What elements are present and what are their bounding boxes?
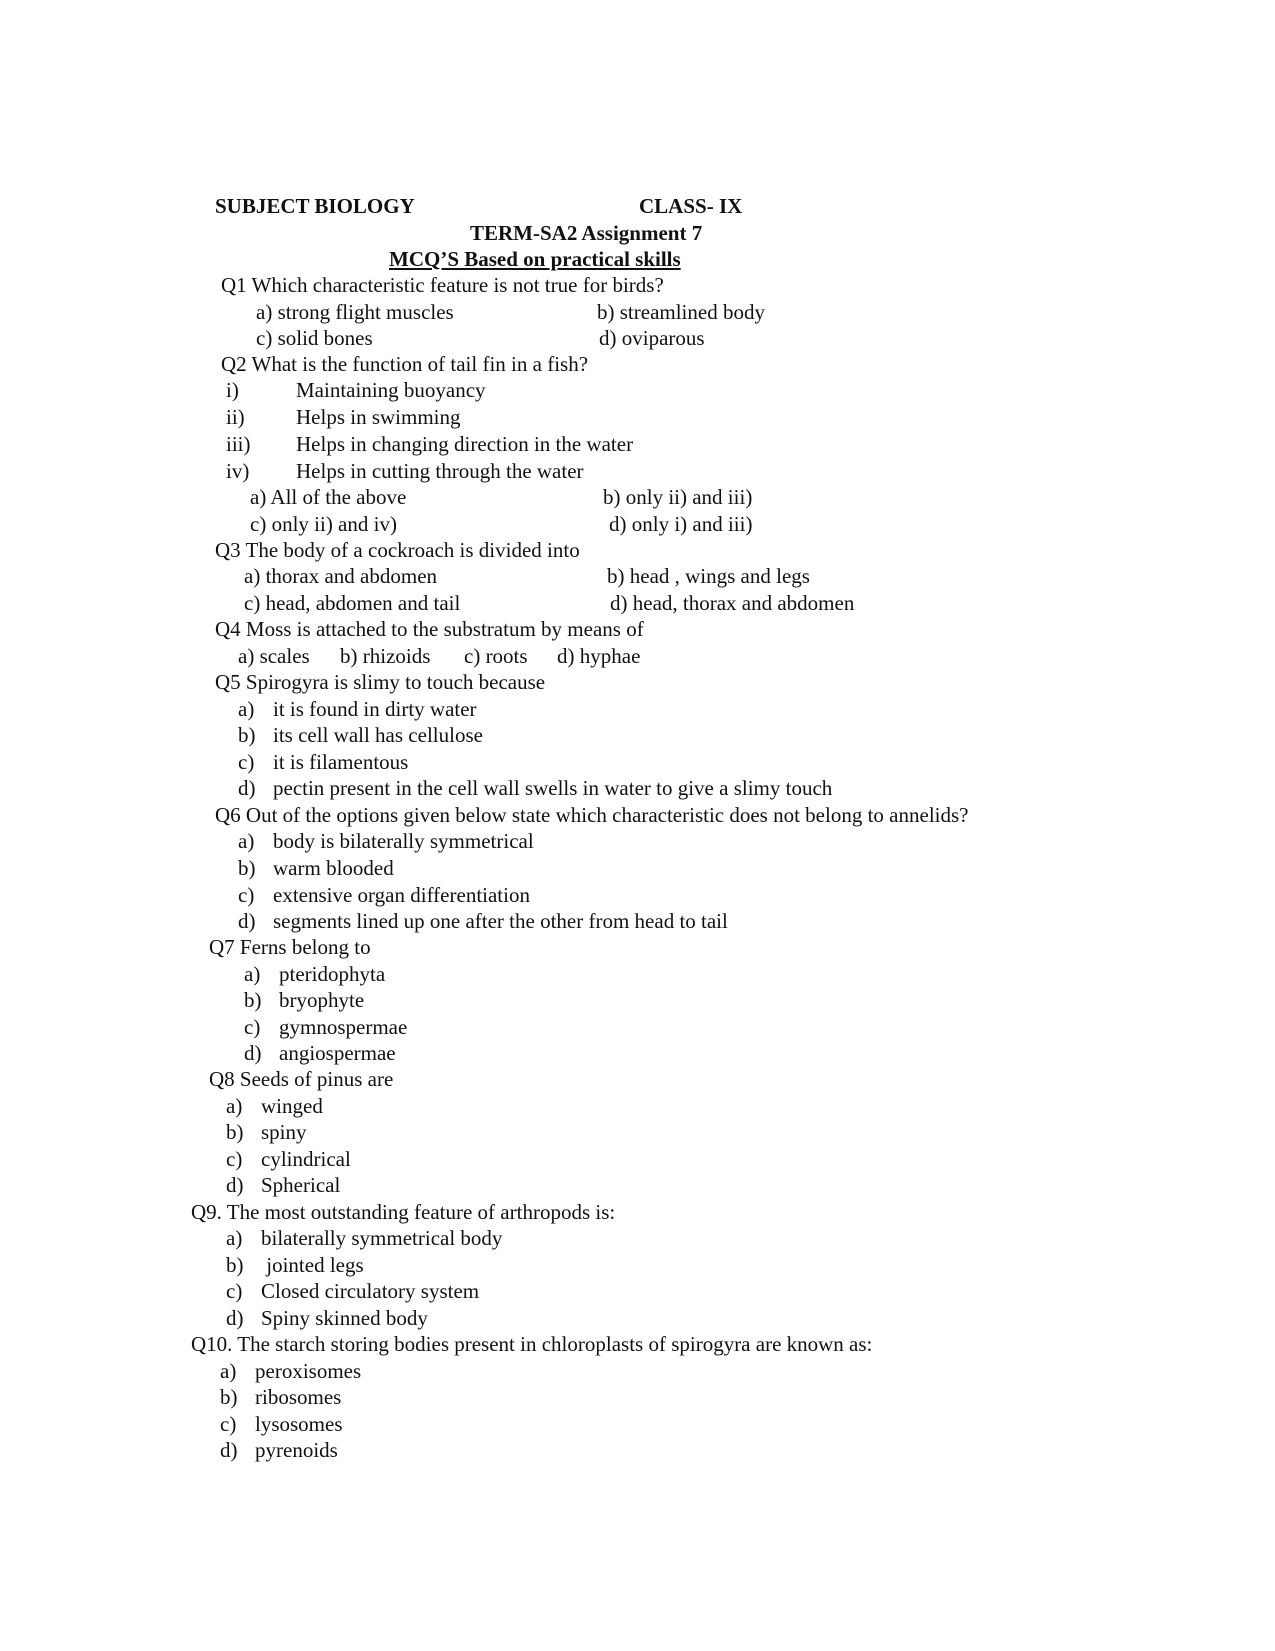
q5-option-label: d) [238, 776, 256, 800]
q7-stem: Q7 Ferns belong to [209, 935, 371, 959]
q2-item-num: iii) [226, 432, 251, 456]
q6-option-label: d) [238, 909, 256, 933]
q3-option-c: c) head, abdomen and tail [244, 591, 461, 615]
q4-option-d: d) hyphae [557, 644, 641, 668]
q2-option-b: b) only ii) and iii) [603, 485, 753, 509]
q7-option-text: angiospermae [279, 1041, 396, 1065]
term-heading: TERM-SA2 Assignment 7 [470, 221, 703, 245]
q4-option-a: a) scales [238, 644, 310, 668]
q7-option-label: a) [244, 962, 261, 986]
q8-option-text: spiny [261, 1120, 307, 1144]
q1-stem: Q1 Which characteristic feature is not true for birds? [221, 273, 664, 297]
q8-option-label: b) [226, 1120, 244, 1144]
q9-option-label: d) [226, 1306, 244, 1330]
q8-option-text: winged [261, 1094, 323, 1118]
q7-option-text: pteridophyta [279, 962, 386, 986]
q4-option-b: b) rhizoids [340, 644, 431, 668]
q8-option-label: a) [226, 1094, 243, 1118]
q4-stem: Q4 Moss is attached to the substratum by means of [215, 617, 644, 641]
q1-option-c: c) solid bones [256, 326, 373, 350]
q8-stem: Q8 Seeds of pinus are [209, 1067, 394, 1091]
q5-option-text: its cell wall has cellulose [273, 723, 483, 747]
q4-option-c: c) roots [464, 644, 528, 668]
q3-stem: Q3 The body of a cockroach is divided into [215, 538, 580, 562]
q5-option-text: it is filamentous [273, 750, 409, 774]
q10-option-label: a) [220, 1359, 237, 1383]
q2-item-text: Helps in cutting through the water [296, 459, 584, 483]
q7-option-label: b) [244, 988, 262, 1012]
q10-option-label: c) [220, 1412, 237, 1436]
q5-option-label: b) [238, 723, 256, 747]
q6-option-label: b) [238, 856, 256, 880]
q10-option-label: b) [220, 1385, 238, 1409]
q3-option-b: b) head , wings and legs [607, 564, 810, 588]
q1-option-a: a) strong flight muscles [256, 300, 454, 324]
q5-stem: Q5 Spirogyra is slimy to touch because [215, 670, 546, 694]
q5-option-text: pectin present in the cell wall swells in water to give a slimy touch [273, 776, 833, 800]
q9-option-text: jointed legs [261, 1253, 364, 1277]
q2-item-text: Helps in changing direction in the water [296, 432, 634, 456]
q5-option-label: a) [238, 697, 255, 721]
q6-option-text: extensive organ differentiation [273, 883, 530, 907]
q6-option-label: c) [238, 883, 255, 907]
page-title: MCQ’S Based on practical skills [389, 247, 681, 271]
q7-option-text: bryophyte [279, 988, 365, 1012]
class-heading: CLASS- IX [639, 194, 743, 218]
q6-option-text: warm blooded [273, 856, 394, 880]
q10-option-text: ribosomes [255, 1385, 342, 1409]
q9-option-label: b) [226, 1253, 244, 1277]
q2-item-text: Helps in swimming [296, 405, 461, 429]
q1-option-b: b) streamlined body [597, 300, 765, 324]
q9-stem: Q9. The most outstanding feature of arthropods is: [191, 1200, 616, 1224]
q8-option-text: cylindrical [261, 1147, 351, 1171]
q9-option-label: a) [226, 1226, 243, 1250]
q7-option-text: gymnospermae [279, 1015, 408, 1039]
q10-option-text: pyrenoids [255, 1438, 338, 1462]
q6-option-label: a) [238, 829, 255, 853]
q3-option-d: d) head, thorax and abdomen [610, 591, 855, 615]
q9-option-label: c) [226, 1279, 243, 1303]
q2-option-a: a) All of the above [250, 485, 407, 509]
q3-option-a: a) thorax and abdomen [244, 564, 438, 588]
q9-option-text: Closed circulatory system [261, 1279, 480, 1303]
q8-option-label: d) [226, 1173, 244, 1197]
q7-option-label: d) [244, 1041, 262, 1065]
q2-item-num: i) [226, 378, 239, 402]
q2-item-text: Maintaining buoyancy [296, 378, 486, 402]
q6-stem: Q6 Out of the options given below state which characteristic does not belong to annelids? [215, 803, 969, 827]
q9-option-text: Spiny skinned body [261, 1306, 428, 1330]
q7-option-label: c) [244, 1015, 261, 1039]
q10-option-label: d) [220, 1438, 238, 1462]
subject-heading: SUBJECT BIOLOGY [215, 194, 415, 218]
q8-option-label: c) [226, 1147, 243, 1171]
q5-option-label: c) [238, 750, 255, 774]
q2-stem: Q2 What is the function of tail fin in a fish? [221, 352, 589, 376]
q2-item-num: iv) [226, 459, 250, 483]
q6-option-text: segments lined up one after the other from head to tail [273, 909, 728, 933]
q6-option-text: body is bilaterally symmetrical [273, 829, 534, 853]
q9-option-text: bilaterally symmetrical body [261, 1226, 503, 1250]
q5-option-text: it is found in dirty water [273, 697, 477, 721]
q10-option-text: lysosomes [255, 1412, 343, 1436]
q1-option-d: d) oviparous [599, 326, 705, 350]
q10-option-text: peroxisomes [255, 1359, 362, 1383]
q2-option-d: d) only i) and iii) [609, 512, 753, 536]
q10-stem: Q10. The starch storing bodies present in chloroplasts of spirogyra are known as: [191, 1332, 873, 1356]
q8-option-text: Spherical [261, 1173, 341, 1197]
q2-option-c: c) only ii) and iv) [250, 512, 397, 536]
q2-item-num: ii) [226, 405, 245, 429]
